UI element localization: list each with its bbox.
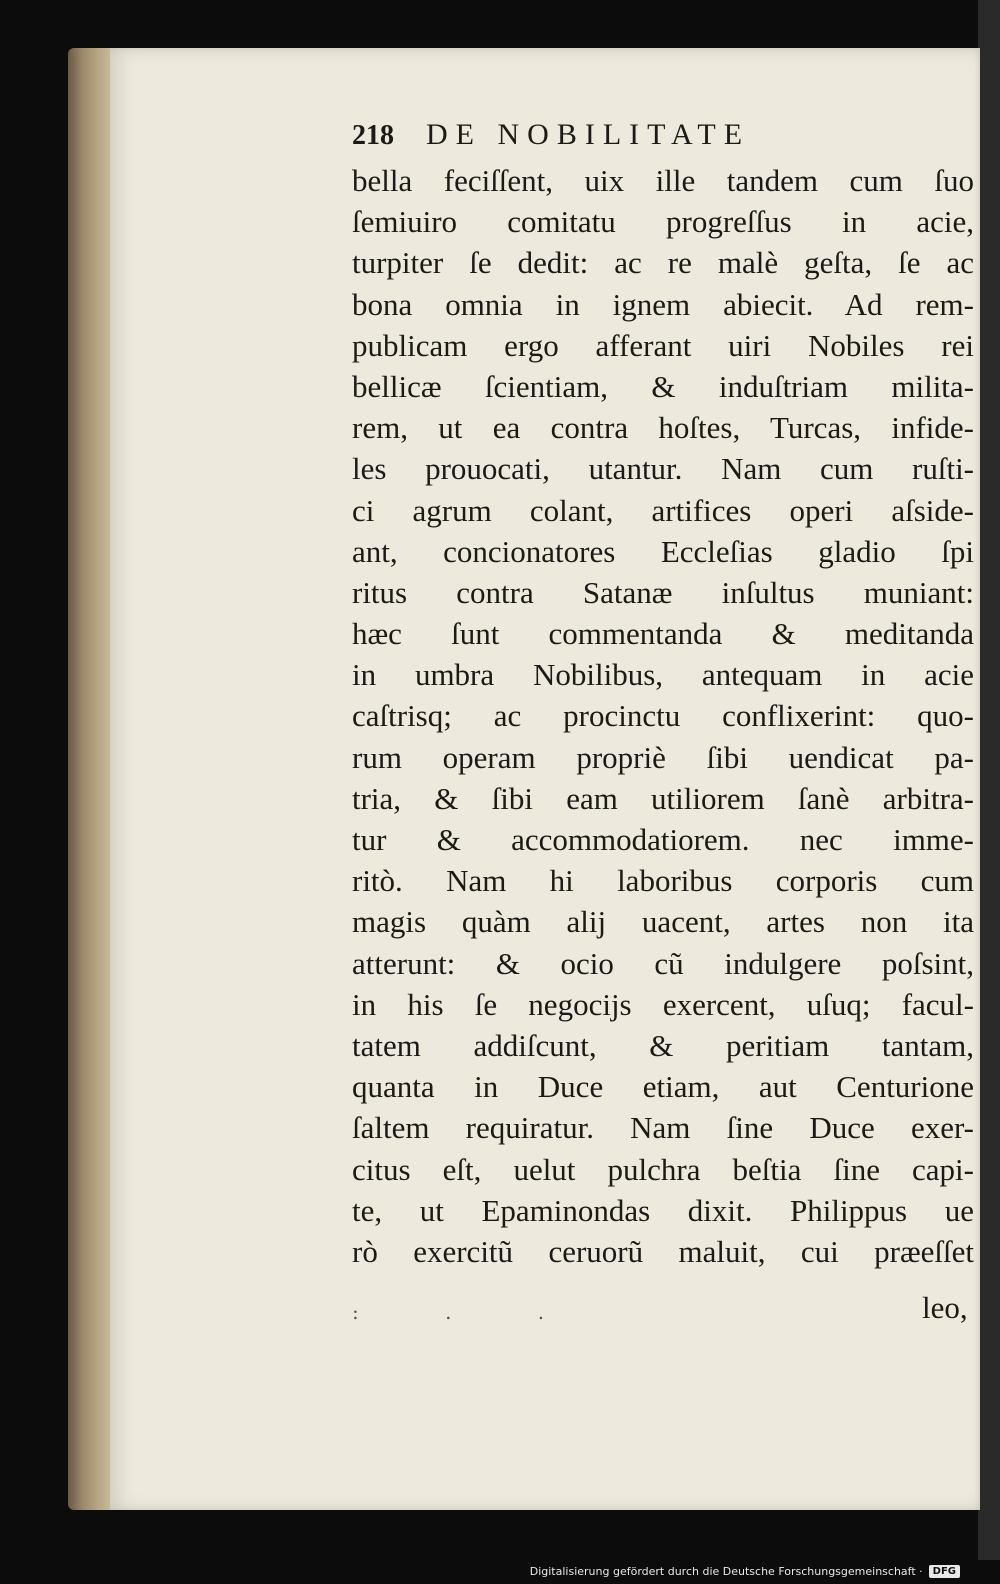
book-page <box>110 48 980 1510</box>
page-number: 218 <box>352 120 394 151</box>
text-line: les prouocati, utantur. Nam cum ruſti- <box>352 451 974 487</box>
credit-text: Digitalisierung gefördert durch die Deutsche Forschungsgemeinschaft · <box>529 1564 923 1578</box>
text-line: hæc ſunt commentanda & meditanda <box>352 616 974 652</box>
text-line: ritus contra Satanæ inſultus muniant: <box>352 574 974 610</box>
running-head <box>352 118 974 158</box>
text-line: rem, ut ea contra hoſtes, Turcas, infide- <box>352 410 974 446</box>
dfg-logo: DFG <box>929 1565 960 1578</box>
text-line: in umbra Nobilibus, antequam in acie <box>352 657 974 693</box>
text-line: bellicæ ſcientiam, & induſtriam milita- <box>352 368 974 404</box>
text-line: citus eſt, uelut pulchra beſtia ſine capi- <box>352 1151 974 1187</box>
text-line: in his ſe negocijs exercent, uſuq; facul- <box>352 986 974 1022</box>
text-line: te, ut Epaminondas dixit. Philippus ue <box>352 1192 974 1228</box>
text-line: magis quàm alij uacent, artes non ita <box>352 904 974 940</box>
stray-marks: : . . <box>352 1300 585 1324</box>
text-line: turpiter ſe dedit: ac re malè geſta, ſe ac <box>352 245 974 281</box>
text-line: caſtrisq; ac procinctu conflixerint: quo- <box>352 698 974 734</box>
text-line: quanta in Duce etiam, aut Centurione <box>352 1069 974 1105</box>
text-line: ci agrum colant, artifices operi aſside- <box>352 492 974 528</box>
text-line: rò exercitũ ceruorũ maluit, cui præeſſet <box>352 1233 974 1269</box>
header-title: DE NOBILITATE <box>426 118 751 151</box>
text-block <box>352 118 974 1272</box>
catchword: leo, <box>922 1290 968 1325</box>
body-text <box>352 160 974 1272</box>
text-line: bella feciſſent, uix ille tandem cum ſuo <box>352 163 974 198</box>
scan-border <box>978 0 1000 1560</box>
text-line: rum operam propriè ſibi uendicat pa- <box>352 739 974 775</box>
text-line: ant, concionatores Eccleſias gladio ſpi <box>352 533 974 569</box>
text-line: publicam ergo afferant uiri Nobiles rei <box>352 327 974 363</box>
text-line: ſemiuiro comitatu progreſſus in acie, <box>352 204 974 240</box>
text-line: tur & accommodatiorem. nec imme- <box>352 822 974 857</box>
text-line: ritò. Nam hi laboribus corporis cum <box>352 863 974 899</box>
text-line: tatem addiſcunt, & peritiam tantam, <box>352 1027 974 1063</box>
text-line: tria, & ſibi eam utiliorem ſanè arbitra- <box>352 780 974 816</box>
text-line: atterunt: & ocio cũ indulgere poſsint, <box>352 945 974 981</box>
text-line: ſaltem requiratur. Nam ſine Duce exer- <box>352 1110 974 1146</box>
text-line: bona omnia in ignem abiecit. Ad rem- <box>352 286 974 322</box>
footer-credit <box>530 1560 960 1582</box>
